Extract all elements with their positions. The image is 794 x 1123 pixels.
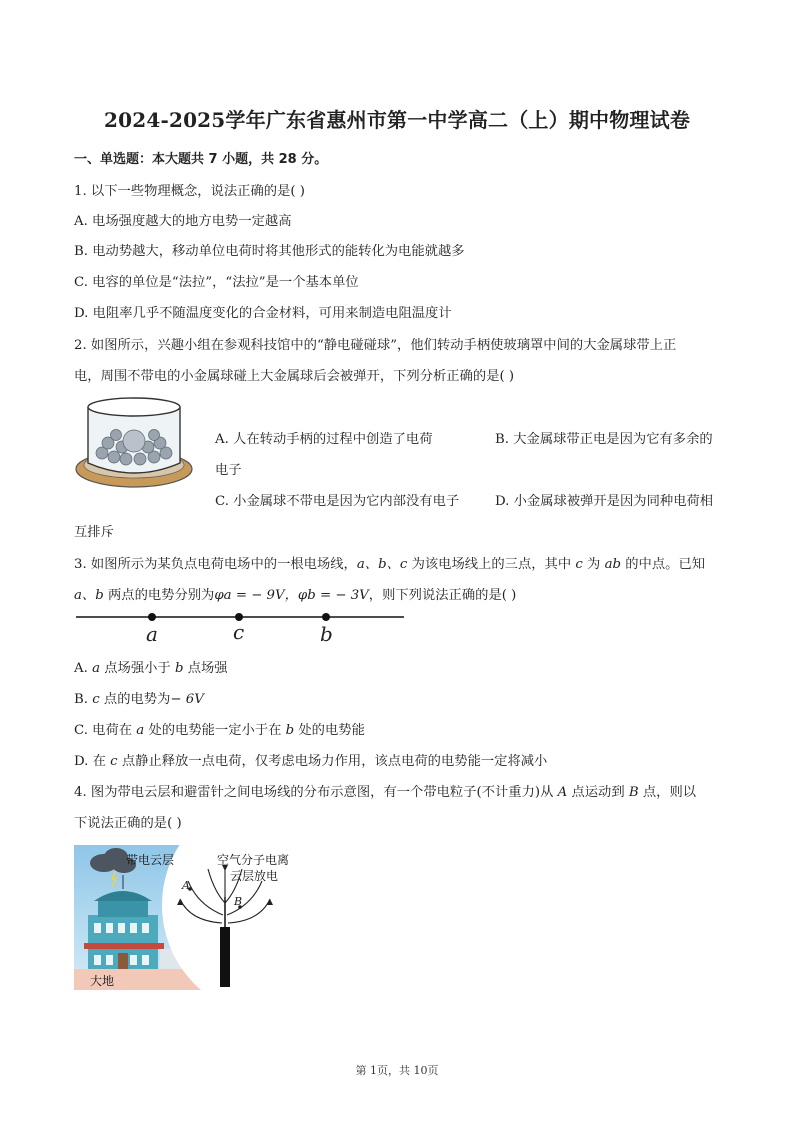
q2-option-d-cont: 互排斥 (74, 525, 114, 540)
q2-option-b: B. 大金属球带正电是因为它有多余的 (495, 432, 713, 447)
point-c-label: c (233, 620, 245, 644)
q2-option-b-cont: 电子 (215, 463, 242, 478)
ground-label: 大地 (90, 974, 115, 988)
q1-stem: 1. 以下一些物理概念，说法正确的是( ) (74, 184, 305, 199)
ionization-label: 空气分子电离 (217, 853, 290, 867)
q3-option-d: D. 在 c 点静止释放一点电荷，仅考虑电场力作用，该点电荷的电势能一定将减小 (74, 754, 548, 769)
q1-option-b: B. 电动势越大，移动单位电荷时将其他形式的能转化为电能就越多 (74, 244, 465, 259)
point-b-label: b (320, 622, 333, 646)
q3-stem-line1: 3. 如图所示为某负点电荷电场中的一根电场线，a、b、c 为该电场线上的三点，其中 c 为 ab 的中点。已知 (74, 557, 706, 572)
section-heading: 一、单选题：本大题共 7 小题，共 28 分。 (74, 152, 328, 167)
page-footer: 第 1页，共 10页 (355, 1064, 439, 1077)
cloud-label: 带电云层 (126, 853, 175, 867)
electrostatic-ball-figure (72, 393, 196, 493)
q4-stem-line2: 下说法正确的是( ) (74, 816, 182, 831)
q1-option-d: D. 电阻率几乎不随温度变化的合金材料，可用来制造电阻温度计 (74, 306, 452, 321)
lightning-rod-figure (74, 845, 300, 990)
q4-stem-line1: 4. 图为带电云层和避雷针之间电场线的分布示意图，有一个带电粒子(不计重力)从 A 点运动到 B 点，则以 (74, 785, 697, 800)
q1-option-c: C. 电容的单位是“法拉”，“法拉”是一个基本单位 (74, 275, 359, 290)
q1-option-a: A. 电场强度越大的地方电势一定越高 (74, 214, 292, 229)
q3-option-c: C. 电荷在 a 处的电势能一定小于在 b 处的电势能 (74, 723, 365, 738)
q2-stem-line1: 2. 如图所示，兴趣小组在参观科技馆中的“静电碰碰球”，他们转动手柄使玻璃罩中间的大金属球带上正 (74, 338, 677, 353)
q2-stem-line2: 电，周围不带电的小金属球碰上大金属球后会被弹开，下列分析正确的是( ) (74, 369, 515, 384)
q2-option-c: C. 小金属球不带电是因为它内部没有电子 (215, 494, 460, 509)
q2-option-a: A. 人在转动手柄的过程中创造了电荷 (215, 432, 433, 447)
point-a-marker: A (182, 879, 190, 892)
discharge-label: 云层放电 (230, 869, 279, 883)
point-b-marker: B (234, 895, 243, 908)
page-title: 2024-2025学年广东省惠州市第一中学高二（上）期中物理试卷 (103, 108, 691, 132)
q2-option-d: D. 小金属球被弹开是因为同种电荷相 (495, 494, 714, 509)
q3-stem-line2: a、b 两点的电势分别为φa = − 9V，φb = − 3V，则下列说法正确的是( ) (74, 588, 517, 603)
q3-option-a: A. a 点场强小于 b 点场强 (74, 661, 228, 676)
q3-option-b: B. c 点的电势为− 6V (74, 692, 204, 707)
point-a-label: a (146, 622, 158, 646)
